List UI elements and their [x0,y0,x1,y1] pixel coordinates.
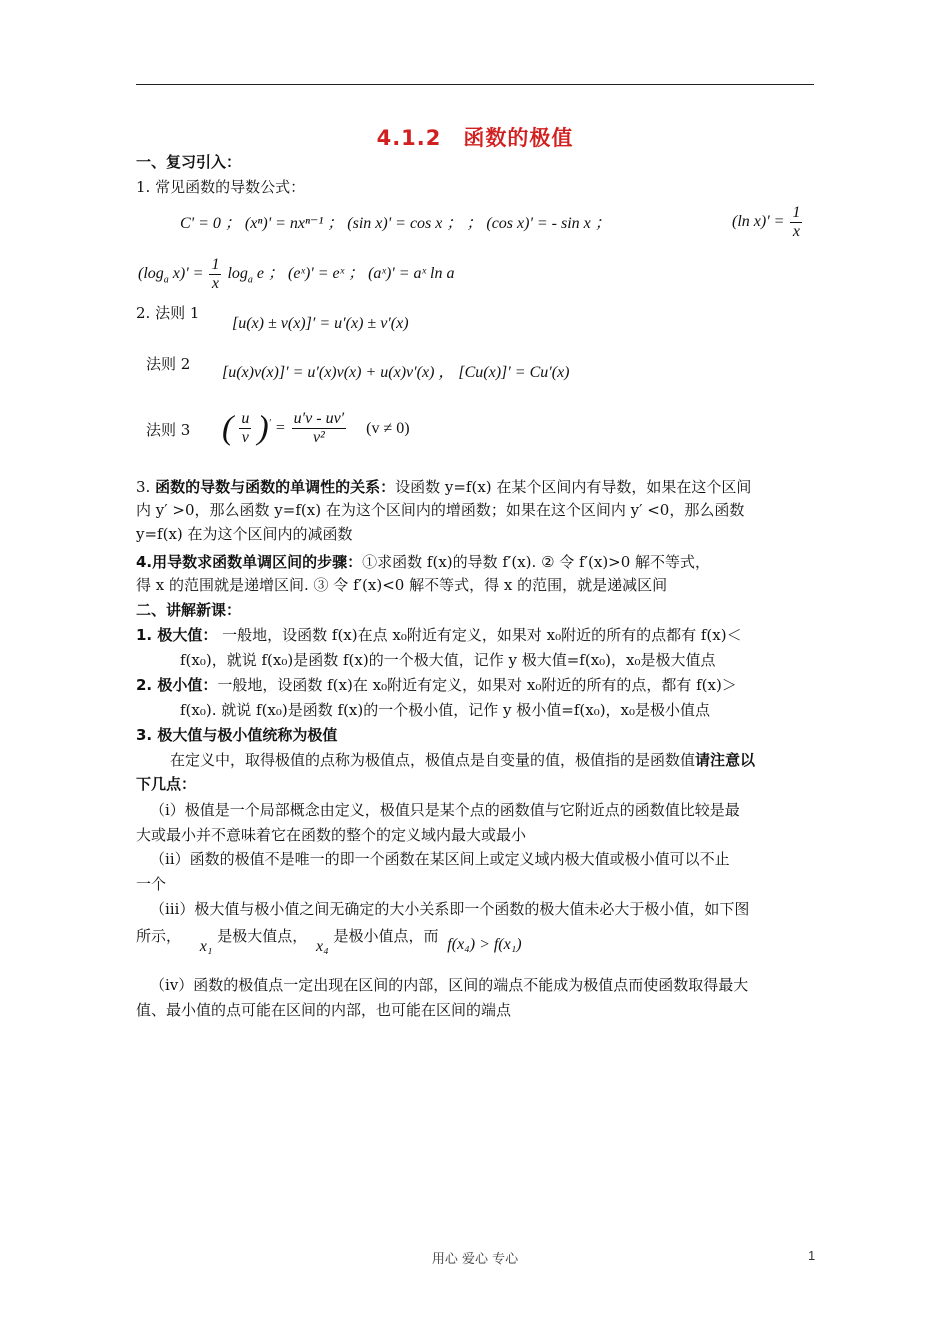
formula-line-1: C' = 0 ； (xⁿ)' = nxⁿ⁻¹ ； (sin x)' = cos x ； ； (cos x)' = - sin x ； [180,215,611,232]
formula-line-2: ($\log_a$ x)' = $\frac{1}{x}$ $\log_a e$ ； (eˣ)' = eˣ ； (aˣ)' = aˣ ln a [138,256,455,292]
extreme-value-heading: 3. 极大值与极小值统称为极值 [136,726,338,744]
section-heading-review: 一、复习引入： [136,153,242,171]
fraction-denominator: x [211,275,219,292]
maximum-heading: 1. 极大值： [136,626,218,644]
formula-log-base: log [227,265,248,283]
fraction-denominator: v [241,429,249,446]
formula-exp: e ； (eˣ)' = eˣ ； (aˣ)' = aˣ ln a [256,265,455,283]
paragraph-monotonicity-3: y=f(x) 在为这个区间内的减函数 [136,525,353,543]
fraction-numerator: 1 [792,204,801,221]
definition-maximum-2: f(x₀)，就说 f(x₀)是函数 f(x)的一个极大值，记作 y 极大值=f(x₀)，x₀是极大值点 [180,651,716,669]
comparison-formula: f(x₄) > f(x₁) [447,936,522,953]
rule-2-label: 法则 2 [146,355,191,373]
page-footer: 用心 爱心 专心 [431,1252,519,1267]
definition-minimum-2: f(x₀). 就说 f(x₀)是函数 f(x)的一个极小值，记作 y 极小值=f(x₀)，x₀是极小值点 [180,701,711,719]
definition-maximum-1: 1. 极大值： 一般地，设函数 f(x)在点 x₀附近有定义，如果对 x₀附近的所有的点都有 f(x)＜ [136,626,742,644]
formula-ln [732,204,804,241]
point-x4: x₄ [316,938,329,955]
formula-log-prefix: (log [138,265,164,283]
section-heading-new-lesson: 二、讲解新课： [136,601,242,619]
fraction-numerator: 1 [211,256,220,273]
formula-log-fraction [209,256,221,293]
fraction-denominator: x [792,223,800,240]
fraction-numerator: u′v - uv′ [293,410,345,427]
formula-ln-left: (ln x)' = [732,213,785,231]
paragraph-steps-2: 得 x 的范围就是递增区间. ③ 令 f′(x)<0 解不等式，得 x 的范围，就是递减区间 [136,576,668,594]
point-x1: x₁ [199,938,213,955]
page-title: 4.1.2 函数的极值 [376,126,574,150]
rule-2-formula: [u(x)v(x)]′ = u′(x)v(x) + u(x)v′(x) ， [Cu(x)]′ = Cu′(x) [222,364,570,381]
rule-3-condition: (v ≠ 0) [366,419,410,437]
note-2-a: （ⅱ）函数的极值不是唯一的即一个函数在某区间上或定义域内极大值或极小值可以不止 [150,850,730,868]
note-3-b: 所示， x₁ 是极大值点， x₄ 是极小值点，而 f(x₄) > f(x₁) [136,927,522,955]
note-1-a: （ⅰ）极值是一个局部概念由定义，极值只是某个点的函数值与它附近点的函数值比较是最 [150,801,740,819]
page-number: 1 [808,1248,816,1263]
note-4-a: （ⅳ）函数的极值点一定出现在区间的内部，区间的端点不能成为极值点而使函数取得最大 [150,976,749,994]
steps-heading: 用导数求函数单调区间的步骤： [152,553,363,571]
paragraph-steps-1: 4.用导数求函数单调区间的步骤：①求函数 f(x)的导数 f′(x). ② 令 f′(x)>0 解不等式， [136,553,711,571]
note-1-b: 大或最小并不意味着它在函数的整个的定义域内最大或最小 [136,826,527,844]
note-3-a: （ⅲ）极大值与极小值之间无确定的大小关系即一个函数的极大值未必大于极小值，如下图 [150,900,750,918]
monotonicity-heading: 函数的导数与函数的单调性的关系： [155,478,396,496]
definition-minimum-1: 2. 极小值：一般地，设函数 f(x)在 x₀附近有定义，如果对 x₀附近的所有的点，都有 f(x)＞ [136,676,737,694]
paragraph-monotonicity-2: 内 y′ >0，那么函数 y=f(x) 在为这个区间内的增函数；如果在这个区间内 y′ <0，那么函数 [136,501,745,519]
formula-log-mid: x)' = [172,265,204,283]
rule-1-formula: [u(x) ± v(x)]′ = u′(x) ± v′(x) [232,315,409,332]
fraction-numerator: u [241,410,250,427]
note-2-b: 一个 [136,875,167,893]
notes-intro-bold: 请注意以 [695,751,756,769]
notes-intro-1: 在定义中，取得极值的点称为极值点，极值点是自变量的值，极值指的是函数值请注意以 [170,751,756,769]
paragraph-monotonicity-1: 3. 函数的导数与函数的单调性的关系：设函数 y=f(x) 在某个区间内有导数，如果在这个区间 [136,478,752,496]
rule-1-label: 2. 法则 1 [136,304,200,322]
rule-3-right-fraction [292,410,347,447]
notes-intro-2: 下几点： [136,775,197,793]
formula-ln-fraction [790,204,802,241]
fraction-denominator: v² [312,429,325,446]
note-4-b: 值、最小值的点可能在区间的内部，也可能在区间的端点 [136,1001,512,1019]
paragraph-derivative-formulas: 1. 常见函数的导数公式： [136,178,306,196]
minimum-heading: 2. 极小值： [136,676,218,694]
rule-3-label: 法则 3 [146,421,191,439]
rule-3-formula: ( $\frac{u}{v}$ )′ = $\frac{u'v - uv'}{\text{v²}}$ (v ≠ 0) [222,409,410,447]
header-rule [136,84,814,85]
rule-3-left-fraction [239,410,251,447]
